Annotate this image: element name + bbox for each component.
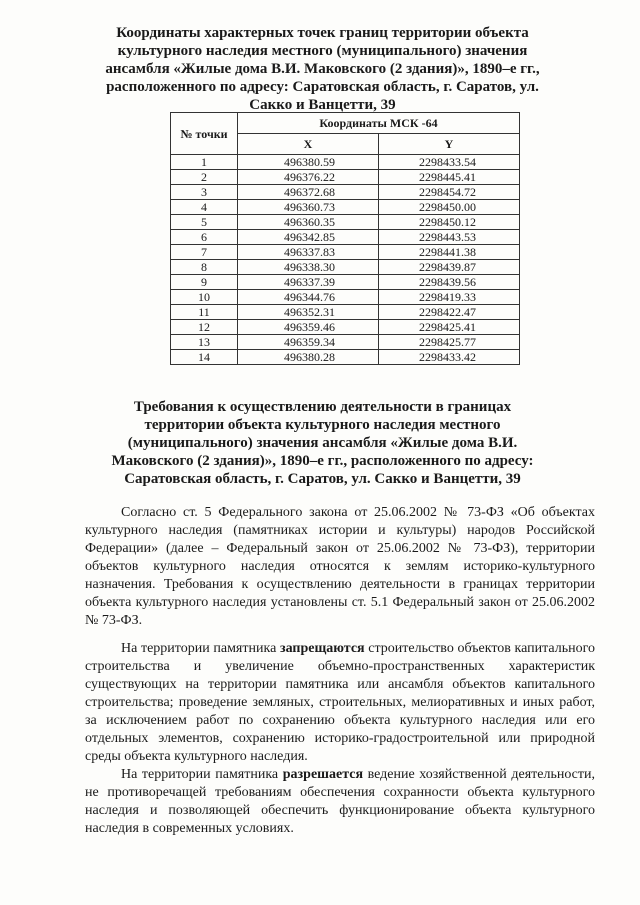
table-row [171,350,520,365]
point-number-cell: 9 [171,275,238,290]
y-coordinate-cell: 2298425.77 [379,335,520,350]
table-row [171,170,520,185]
x-coordinate-cell: 496359.34 [238,335,379,350]
point-number-cell: 7 [171,245,238,260]
x-coordinate-cell: 496337.39 [238,275,379,290]
coordinates-heading: Координаты характерных точек границ территории объекта культурного наследия местного (муниципального) значения ансамбля «Жилые дома В.И. Маковского (2 здания)», 1890–е гг., расположенного по адресу: Саратовская область, г. Саратов, ул. Сакко и Ванцетти, 39 [105,25,540,113]
point-number-cell: 1 [171,155,238,170]
col-header-x: X [238,134,379,155]
col-header-point-number: № точки [171,113,238,155]
point-number-cell: 5 [171,215,238,230]
y-coordinate-cell: 2298445.41 [379,170,520,185]
y-coordinate-cell: 2298433.42 [379,350,520,365]
x-coordinate-cell: 496359.46 [238,320,379,335]
paragraph-permissions-text: ведение хозяйственной деятельности, не противоречащей требованиям обеспечения сохранности объекта культурного наследия и позволяющей обеспечить функционирование объекта культурного наследия в современных условиях. [85,767,596,836]
point-number-cell: 4 [171,200,238,215]
permitted-keyword: разрешается [282,767,364,782]
table-row [171,335,520,350]
requirements-heading: Требования к осуществлению деятельности в границах территории объекта культурного наследия местного (муниципального) значения ансамбля «Жилые дома В.И. Маковского (2 здания)», 1890–е гг., расположенного по адресу: Саратовская область, г. Саратов, ул. Сакко и Ванцетти, 39 [111,399,534,487]
paragraph-permissions-lead: На территории памятника [121,767,283,782]
point-number-cell: 14 [171,350,238,365]
x-coordinate-cell: 496338.30 [238,260,379,275]
col-header-coordinates: Координаты МСК -64 [238,113,520,134]
coordinates-table-body [171,155,520,365]
coordinates-table [170,112,520,365]
x-coordinate-cell: 496372.68 [238,185,379,200]
x-coordinate-cell: 496344.76 [238,290,379,305]
y-coordinate-cell: 2298450.12 [379,215,520,230]
table-row [171,245,520,260]
x-coordinate-cell: 496352.31 [238,305,379,320]
y-coordinate-cell: 2298419.33 [379,290,520,305]
x-coordinate-cell: 496360.35 [238,215,379,230]
table-row [171,275,520,290]
point-number-cell: 12 [171,320,238,335]
point-number-cell: 8 [171,260,238,275]
point-number-cell: 2 [171,170,238,185]
table-row [171,215,520,230]
x-coordinate-cell: 496337.83 [238,245,379,260]
x-coordinate-cell: 496380.28 [238,350,379,365]
point-number-cell: 6 [171,230,238,245]
y-coordinate-cell: 2298439.56 [379,275,520,290]
y-coordinate-cell: 2298439.87 [379,260,520,275]
paragraph-prohibitions-text: строительство объектов капитального строительства и увеличение объемно-пространственных характеристик существующих на территории памятника или ансамбля объектов капитального строительства; проведение земляных, строительных, мелиоративных и иных работ, за исключением работ по сохранению объекта культурного наследия или его отдельных элементов, сохранению историко-градостроительной или природной среды объекта культурного наследия. [85,641,595,764]
y-coordinate-cell: 2298441.38 [379,245,520,260]
table-row [171,290,520,305]
point-number-cell: 3 [171,185,238,200]
paragraph-legal-basis: Согласно ст. 5 Федерального закона от 25.06.2002 № 73-ФЗ «Об объектах культурного наследия (памятниках истории и культуры) народов Российской Федерации» (далее – Федеральный закон от 25.06.2002 № 73-ФЗ), территории объектов культурного наследия относятся к землям историко-культурного назначения. Требования к осуществлению деятельности в границах территории объекта культурного наследия установлены ст. 5.1 Федеральный закон от 25.06.2002 № 73-ФЗ. [85,505,595,628]
y-coordinate-cell: 2298425.41 [379,320,520,335]
table-row [171,185,520,200]
table-row [171,155,520,170]
x-coordinate-cell: 496342.85 [238,230,379,245]
point-number-cell: 10 [171,290,238,305]
point-number-cell: 13 [171,335,238,350]
point-number-cell: 11 [171,305,238,320]
prohibited-keyword: запрещаются [279,641,365,656]
x-coordinate-cell: 496380.59 [238,155,379,170]
table-row [171,200,520,215]
table-row [171,230,520,245]
paragraph-prohibitions [85,640,595,766]
y-coordinate-cell: 2298433.54 [379,155,520,170]
table-row [171,260,520,275]
x-coordinate-cell: 496360.73 [238,200,379,215]
y-coordinate-cell: 2298443.53 [379,230,520,245]
table-row [171,305,520,320]
y-coordinate-cell: 2298450.00 [379,200,520,215]
y-coordinate-cell: 2298454.72 [379,185,520,200]
table-row [171,320,520,335]
y-coordinate-cell: 2298422.47 [379,305,520,320]
x-coordinate-cell: 496376.22 [238,170,379,185]
paragraph-prohibitions-lead: На территории памятника [121,641,280,656]
col-header-y: Y [379,134,520,155]
paragraph-permissions [85,766,595,838]
